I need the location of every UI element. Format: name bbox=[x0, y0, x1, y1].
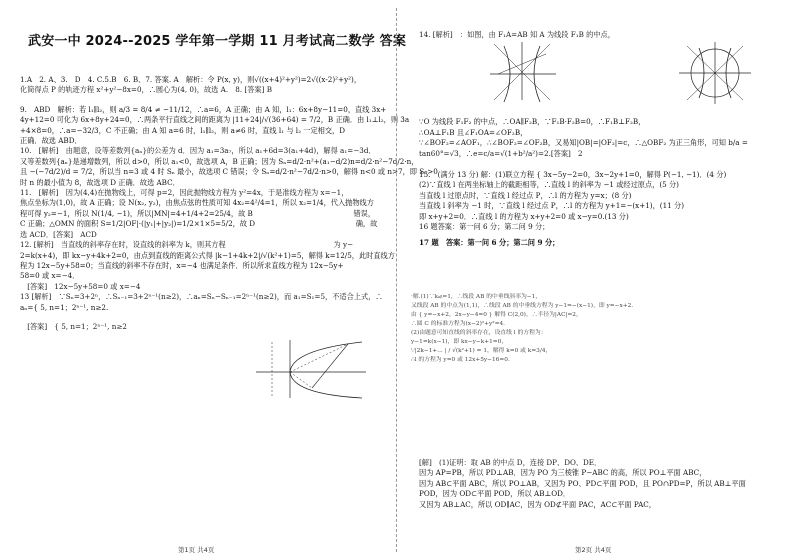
answer-line: 2=k(x+4)，即 kx−y+4k+2=0，由点到直线的距离公式得 |k−1+4k+2|/√(k²+1)=5，解得 k=12/5，此时直线方 bbox=[20, 250, 395, 260]
scan-line: ∴l 的方程为 y=0 或 12x+5y−16=0． bbox=[411, 357, 514, 363]
answer-line: 当直线 l 斜率为 −1 时，∵直线 l 经过点 P，∴l 的方程为 y+1=−(x+1)，(11 分) bbox=[419, 201, 685, 211]
answer-line: 58=0 或 x=−4． bbox=[20, 271, 80, 281]
footer-page-right: 第2页 共4页 bbox=[575, 546, 612, 554]
q17-line: 因为 AB⊂平面 ABC，所以 PO⊥AB，又因为 PO、PD⊂平面 POD，且 PO∩PD=P，所以 AB⊥平面 bbox=[419, 478, 746, 488]
q17-header: 17 题 答案：第一问 6 分；第二问 9 分； bbox=[419, 238, 560, 248]
answer-line: 13 [解析] ∵Sₙ=3+2ⁿ，∴Sₙ₋₁=3+2ⁿ⁻¹(n≥2)，∴aₙ=Sₙ−Sₙ₋₁=2ⁿ⁻¹(n≥2)，而 a₁=S₁=5，不适合上式，∴ bbox=[20, 292, 383, 302]
answer-line: 且 −(−7d/2)/d = 7/2，所以当 n=3 或 4 时 Sₙ 最小，故选项 C 错误；令 Sₙ=d/2·n²−7d/2·n>0，解得 n<0 或 n>7，即 Sₙ>0 bbox=[20, 167, 438, 177]
answer-line: [答案] 12x−5y+58=0 或 x=−4 bbox=[20, 281, 141, 291]
scan-line: ·解.(1)∵kₐᵦ=1，∴线段 AB 的中垂线斜率为−1， bbox=[411, 294, 542, 300]
answer-line: 当直线 l 过原点时，∵直线 l 经过点 P，∴l 的方程为 y=x；(8 分) bbox=[419, 190, 632, 200]
answer-line: ∵O 为线段 F₁F₂ 的中点，∴OA∥F₂B，∵F₁B·F₂B=0，∴F₁B⊥F₂B， bbox=[419, 117, 646, 127]
answer-line: 11. [解析] 因为(4,4)在抛物线上，可得 p=2，因此抛物线方程为 y²=4x，于是准线方程为 x=−1， bbox=[20, 188, 349, 198]
answer-line: (2)∵直线 l 在两坐标轴上的截距相等，∴直线 l 的斜率为 −1 或经过原点，(5 分) bbox=[419, 180, 679, 190]
answer-line: 4y+12=0 可化为 6x+8y+24=0，∴两条平行直线之间的距离为 |11+24|/√(36+64) = 7/2，B 正确．由 l₁⊥l₂，则 3a bbox=[20, 115, 410, 125]
answer-line bbox=[419, 159, 776, 170]
answer-line: ∴OA⊥F₁B 且∠F₁OA=∠OF₂B， bbox=[419, 127, 528, 137]
scan-line: 又线段 AB 的中点为(1,1)，∴线段 AB 的中垂线方程为 y−1=−(x−1)，即 y=−x+2. bbox=[411, 303, 634, 309]
answer-line: ∵∠BOF₂=∠AOF₁，∴∠BOF₂=∠OF₂B，又易知|OB|=|OF₂|=c，∴△OBF₂ 为正三角形，可知 b/a = bbox=[419, 138, 748, 148]
answer-line: 10. [解析] 由题意，设等差数列{aₙ}的公差为 d．因为 a₁=3a₇，所以 a₁+6d=3(a₁+4d)，解得 a₁=−3d． bbox=[20, 146, 376, 156]
q17-line: 因为 AP=PB，所以 PD⊥AB．因为 PO 为三棱锥 P−ABC 的高，所以 PO⊥平面 ABC， bbox=[419, 468, 707, 478]
scan-line: ∵|2k−1+... | / √(k²+1) = 1，解得 k=0 或 k=3/4， bbox=[411, 348, 552, 354]
q17-line: POD，因为 OD⊂平面 POD，所以 AB⊥OD． bbox=[419, 489, 571, 499]
answer-line: 1.A 2. A、3. D 4. C.5.B 6. B、7. 答案. A 解析：令 P(x, y)，则√((x+4)²+y²)=2√((x-2)²+y²)， bbox=[20, 75, 362, 84]
answer-line: 选 ACD．[答案] ACD bbox=[20, 229, 97, 239]
q16-scanned-solution bbox=[411, 293, 763, 427]
answer-line: 12. [解析] 当直线的斜率存在时，设直线的斜率为 k，则其方程 为 y− bbox=[20, 240, 354, 250]
answer-line: [答案] { 5, n=1；2ⁿ⁻¹, n≥2 bbox=[20, 321, 127, 331]
scan-line: (2)由题意可知直线的斜率存在，设直线 l 的方程为： bbox=[411, 330, 547, 336]
answer-line: +4×8=0，∴a=−32/3，C 不正确；由 A 知 a=6 时，l₁∥l₂，则 a≠6 时，直线 l₁ 与 l₂ 一定相交，D bbox=[20, 125, 345, 135]
scan-line: 由 { y=−x+2，2x−y−4=0 } 解得 C(2,0)，∴半径为|AC|=2， bbox=[411, 312, 582, 318]
q17-line: 又因为 AB⊥AC，所以 OD∥AC，因为 OD⊄平面 PAC，AC⊂平面 PAC， bbox=[419, 499, 656, 509]
answer-line: 程可得 y₂=−1，所以 N(1/4, −1)，所以|MN|=4+1/4+2=25/4，故 B 错误， bbox=[20, 208, 376, 218]
scan-line: ∴圆 C 的标准方程为(x−2)²+y²=4． bbox=[411, 321, 509, 327]
answer-line: 正确．故选 ABD． bbox=[20, 136, 82, 146]
answer-line: tan60°=√3，∴e=c/a=√(1+b²/a²)=2.[答案] 2 bbox=[419, 148, 583, 158]
left-body bbox=[20, 75, 438, 332]
hyperbola-figure-1 bbox=[488, 40, 558, 102]
parabola-figure bbox=[252, 338, 370, 400]
answer-line: 又等差数列{aₙ}是递增数列，所以 d>0，所以 a₁<0，故选项 A，B 正确；因为 Sₙ=d/2·n²+(a₁−d/2)n=d/2·n²−7d/2·n， bbox=[20, 156, 419, 166]
answer-line bbox=[419, 106, 776, 117]
q17-line: [解] (1)证明：取 AB 的中点 D，连接 DP、DO、DE． bbox=[419, 458, 602, 467]
answer-line: 16 题答案：第一问 6 分；第二问 9 分； bbox=[419, 222, 550, 232]
answer-line: 程为 12x−5y+58=0；当直线的斜率不存在时，x=−4 也满足条件．所以所求直线方程为 12x−5y+ bbox=[20, 260, 344, 270]
answer-line: aₙ={ 5, n=1；2ⁿ⁻¹, n≥2. bbox=[20, 302, 109, 312]
page-title: 武安一中 2024--2025 学年第一学期 11 月考试高二数学 答案 bbox=[28, 34, 407, 49]
answer-line bbox=[20, 313, 381, 322]
answer-line: 焦点坐标为(1,0)，故 A 正确；设 N(x₂, y₂)，由焦点弦的性质可知 4x₂=4²/4=1，所以 x₂=1/4，代入抛物线方 bbox=[20, 198, 374, 208]
answer-line: 时 n 的最小值为 8，故选项 D 正确．故选 ABC． bbox=[20, 177, 180, 187]
answer-line: 9. ABD 解析：若 l₁∥l₂，则 a/3 = 8/4 ≠ −11/12，∴a=6，A 正确；由 A 知，l₁：6x+8y−11=0，直线 3x+ bbox=[20, 104, 387, 114]
answer-line: 化简得点 P 的轨迹方程 x²+y²−8x=0，∴圆心为(4, 0)，故选 A. 8. [答案] B bbox=[20, 85, 272, 95]
footer-page-left: 第1页 共4页 bbox=[178, 546, 215, 554]
answer-line: C 正确；△OMN 的面积 S=1/2|OF|·(|y₁|+|y₂|)=1/2×1×5=5/2，故 D 确，故 bbox=[20, 219, 378, 229]
answer-line: 14. [解析] ：如图，由 F₁A=AB 知 A 为线段 F₁B 的中点， bbox=[419, 30, 615, 39]
answer-line bbox=[20, 96, 381, 105]
answer-line: 15. (满分 13 分) 解：(1)联立方程 { 3x−5y−2=0，3x−2y+1=0，解得 P(−1, −1)．(4 分) bbox=[419, 170, 727, 180]
answer-line: 即 x+y+2=0．∴直线 l 的方程为 x+y+2=0 或 x−y=0.(13 分) bbox=[419, 211, 629, 221]
hyperbola-figure-2 bbox=[677, 40, 753, 106]
scan-line: y−1=k(x−1)，即 kx−y−k+1=0， bbox=[411, 339, 508, 345]
